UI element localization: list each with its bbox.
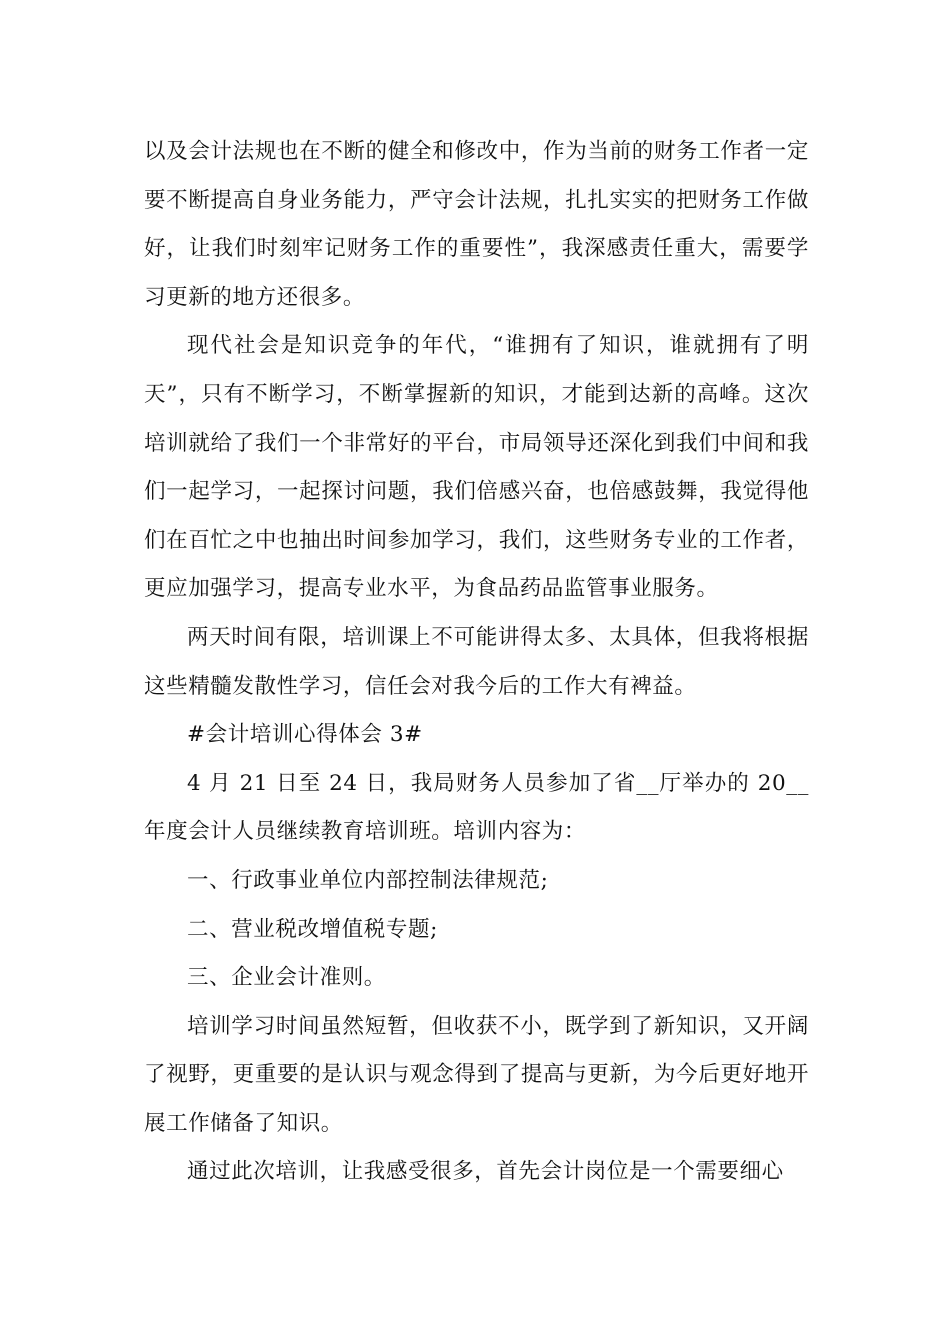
document-body: [144, 128, 809, 1197]
paragraph-6: 通过此次培训，让我感受很多，首先会计岗位是一个需要细心: [187, 1159, 784, 1185]
list-item-3: 三、企业会计准则。: [187, 965, 386, 991]
paragraph-2: 现代社会是知识竞争的年代，“谁拥有了知识，谁就拥有了明天”，只有不断学习，不断掌握新的知识，才能到达新的高峰。这次培训就给了我们一个非常好的平台，市局领导还深化到我们中间和我们一起学习，一起探讨问题，我们倍感兴奋，也倍感鼓舞，我觉得他们在百忙之中也抽出时间参加学习，我们，这些财务专业的工作者，更应加强学习，提高专业水平，为食品药品监管事业服务。: [144, 333, 809, 602]
list-item-1: 一、行政事业单位内部控制法律规范;: [187, 867, 549, 893]
section-heading: #会计培训心得体会 3#: [187, 722, 423, 748]
list-item-2: 二、营业税改增值税专题;: [187, 916, 438, 942]
paragraph-5: 培训学习时间虽然短暂，但收获不小，既学到了新知识，又开阔了视野，更重要的是认识与观念得到了提高与更新，为今后更好地开展工作储备了知识。: [144, 1013, 809, 1136]
paragraph-1: 以及会计法规也在不断的健全和修改中，作为当前的财务工作者一定要不断提高自身业务能力，严守会计法规，扎扎实实的把财务工作做好，让我们时刻牢记财务工作的重要性”，我深感责任重大，需要学习更新的地方还很多。: [144, 139, 809, 310]
paragraph-4: 4 月 21 日至 24 日，我局财务人员参加了省__厅举办的 20__年度会计人员继续教育培训班。培训内容为：: [144, 770, 809, 845]
paragraph-3: 两天时间有限，培训课上不可能讲得太多、太具体，但我将根据这些精髓发散性学习，信任会对我今后的工作大有裨益。: [144, 624, 809, 699]
